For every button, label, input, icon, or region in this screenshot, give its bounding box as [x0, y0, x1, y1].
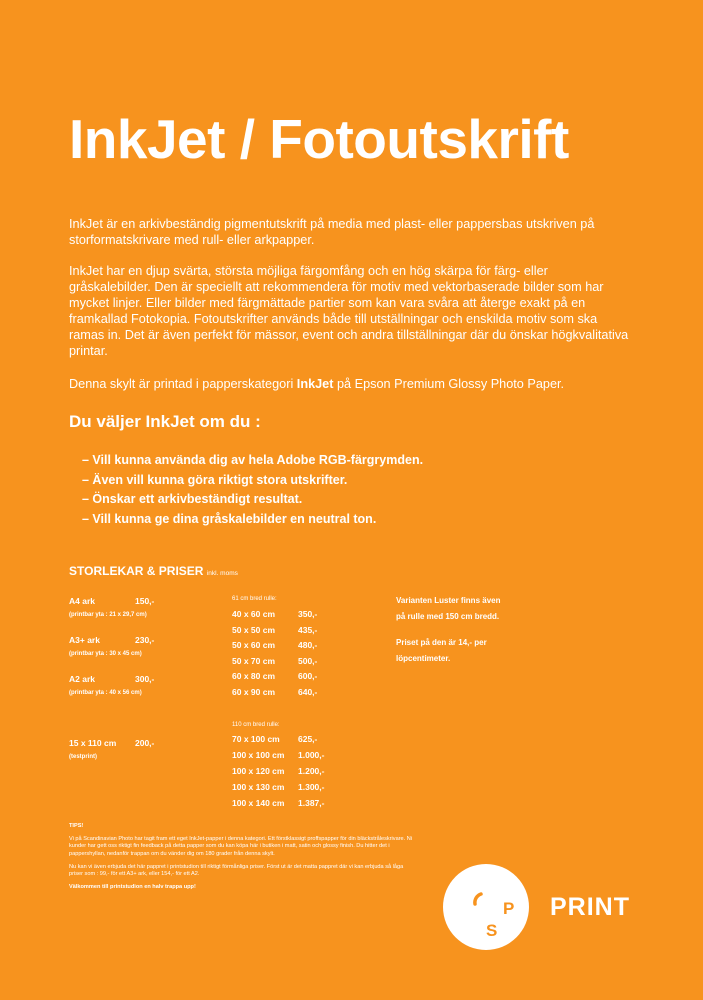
- sizes-heading-vat: inkl. moms: [206, 570, 238, 577]
- logo-letter-s: S: [486, 921, 498, 940]
- sheet-a2-name: A2 ark: [69, 674, 95, 684]
- intro-text-3-post: på Epson Premium Glossy Photo Paper.: [333, 377, 565, 391]
- intro-text-2: InkJet har en djup svärta, största möjliga färgomfång och en hög skärpa för färg- eller gråskalebilder. Den är speciellt att rekommendera för motiv med vektorbaserade bilder som har mycket linjer. Eller bilder med färgmättade partier som kan vara svåra att återge exakt på en framkallad Fotokopia. Fotoutskrifter används både till utställningar och enskilda motiv som ska ramas in. Det är även perfekt för mässor, event och andra tillställningar där du önskar högkvalitativa printar.: [69, 264, 629, 358]
- intro-paragraph-3: [69, 376, 629, 392]
- roll-price: 625,-: [298, 734, 318, 744]
- sheet-a3-name: A3+ ark: [69, 635, 100, 645]
- testprint-price: 200,-: [135, 738, 155, 748]
- tips-section: [69, 823, 414, 897]
- roll-size: 50 x 70 cm: [232, 655, 276, 666]
- list-item: – Vill kunna ge dina gråskalebilder en neutral ton.: [82, 511, 377, 526]
- roll-size: 70 x 100 cm: [232, 734, 280, 744]
- page-title: InkJet / Fotoutskrift: [69, 108, 569, 170]
- sheet-a4-note: (printbar yta : 21 x 29,7 cm): [69, 612, 147, 618]
- tips-heading: TIPS!: [69, 823, 84, 829]
- list-item: – Vill kunna använda dig av hela Adobe RGB-färgrymden.: [82, 453, 424, 467]
- sizes-prices-heading: [69, 564, 238, 578]
- choose-inkjet-heading: Du väljer InkJet om du :: [69, 412, 261, 431]
- intro-paragraph-1: [69, 216, 629, 248]
- logo-letter-p: P: [503, 899, 515, 918]
- intro-text-3-bold: InkJet: [296, 377, 334, 391]
- roll-size: 50 x 50 cm: [232, 624, 276, 635]
- roll-price: 350,-: [298, 609, 318, 619]
- testprint-note: (testprint): [69, 754, 97, 760]
- roll-size: 100 x 100 cm: [232, 750, 285, 760]
- luster-line-3: Priset på den är 14,- per: [396, 638, 487, 647]
- roll-price: 480,-: [298, 640, 318, 650]
- sheet-a3-price: 230,-: [135, 635, 155, 645]
- luster-line-1: Varianten Luster finns även: [396, 596, 501, 605]
- sheet-a4-price: 150,-: [135, 596, 155, 606]
- roll-price: 500,-: [298, 655, 318, 666]
- roll-size: 100 x 140 cm: [232, 798, 285, 808]
- roll-size: 40 x 60 cm: [232, 609, 276, 619]
- intro-text-1: InkJet är en arkivbeständig pigmentutskrift på media med plast- eller pappersbas utskriven på storformatskrivare med rull- eller arkpapper.: [69, 217, 595, 247]
- logo-arc: [475, 894, 481, 904]
- sp-logo-mark: [443, 864, 529, 950]
- luster-line-2: på rulle med 150 cm bredd.: [396, 612, 500, 621]
- tips-welcome: Välkommen till printstudion en halv trappa upp!: [69, 884, 196, 891]
- roll-61-label: 61 cm bred rulle:: [232, 596, 277, 602]
- roll-110-label: 110 cm bred rulle:: [232, 722, 280, 728]
- sheet-a2-note: (printbar yta : 40 x 56 cm): [69, 690, 142, 696]
- tips-text-2: Nu kan vi även erbjuda det här pappret i printstudion till riktigt förmånliga priser. Först ut är det matta pappret där vi kan erbjuda så låga priser som : 99,- för ett A3+ ark, eller 154,- för ett A2.: [69, 863, 404, 878]
- roll-size: 100 x 120 cm: [232, 766, 285, 776]
- sheet-a4-name: A4 ark: [69, 596, 95, 606]
- list-item: – Även vill kunna göra riktigt stora utskrifter.: [82, 472, 348, 487]
- roll-price: 1.200,-: [298, 766, 325, 776]
- roll-size: 60 x 80 cm: [232, 671, 276, 681]
- roll-price: 600,-: [298, 671, 318, 681]
- roll-price: 640,-: [298, 686, 318, 697]
- list-item: – Önskar ett arkivbeständigt resultat.: [82, 492, 303, 506]
- sp-logo-circle: [443, 864, 529, 950]
- intro-text-3: [69, 376, 629, 392]
- roll-price: 1.000,-: [298, 750, 325, 760]
- sheet-a3-note: (printbar yta : 30 x 45 cm): [69, 651, 142, 657]
- intro-text-3-pre: Denna skylt är printad i papperskategori: [69, 377, 297, 391]
- sizes-heading-text: STORLEKAR & PRISER: [69, 564, 204, 578]
- reasons-list: [82, 451, 423, 529]
- tips-text-1: Vi på Scandinavian Photo har tagit fram ett eget InkJet-papper i denna kategori. Ett förstklassigt proffspapper för din bläckstråleskrivare. Ni kunder har gett oss riktigt fin feedback på detta papper som du kan köpa här i butiken i matt, satin och glossy finish. Du hitter det i pappershyllan, nedanför trappan om du vänder dig om 180 grader från denna skylt.: [69, 836, 413, 857]
- roll-size: 60 x 90 cm: [232, 686, 276, 697]
- roll-price: 1.387,-: [298, 798, 325, 808]
- roll-price: 435,-: [298, 624, 318, 635]
- testprint-name: 15 x 110 cm: [69, 738, 117, 748]
- sheet-a2-price: 300,-: [135, 674, 155, 684]
- intro-paragraph-2: [69, 263, 629, 359]
- roll-size: 100 x 130 cm: [232, 782, 285, 792]
- logo-print-word: PRINT: [550, 893, 630, 921]
- roll-price: 1.300,-: [298, 782, 325, 792]
- roll-size: 50 x 60 cm: [232, 640, 276, 650]
- luster-line-4: löpcentimeter.: [396, 654, 451, 663]
